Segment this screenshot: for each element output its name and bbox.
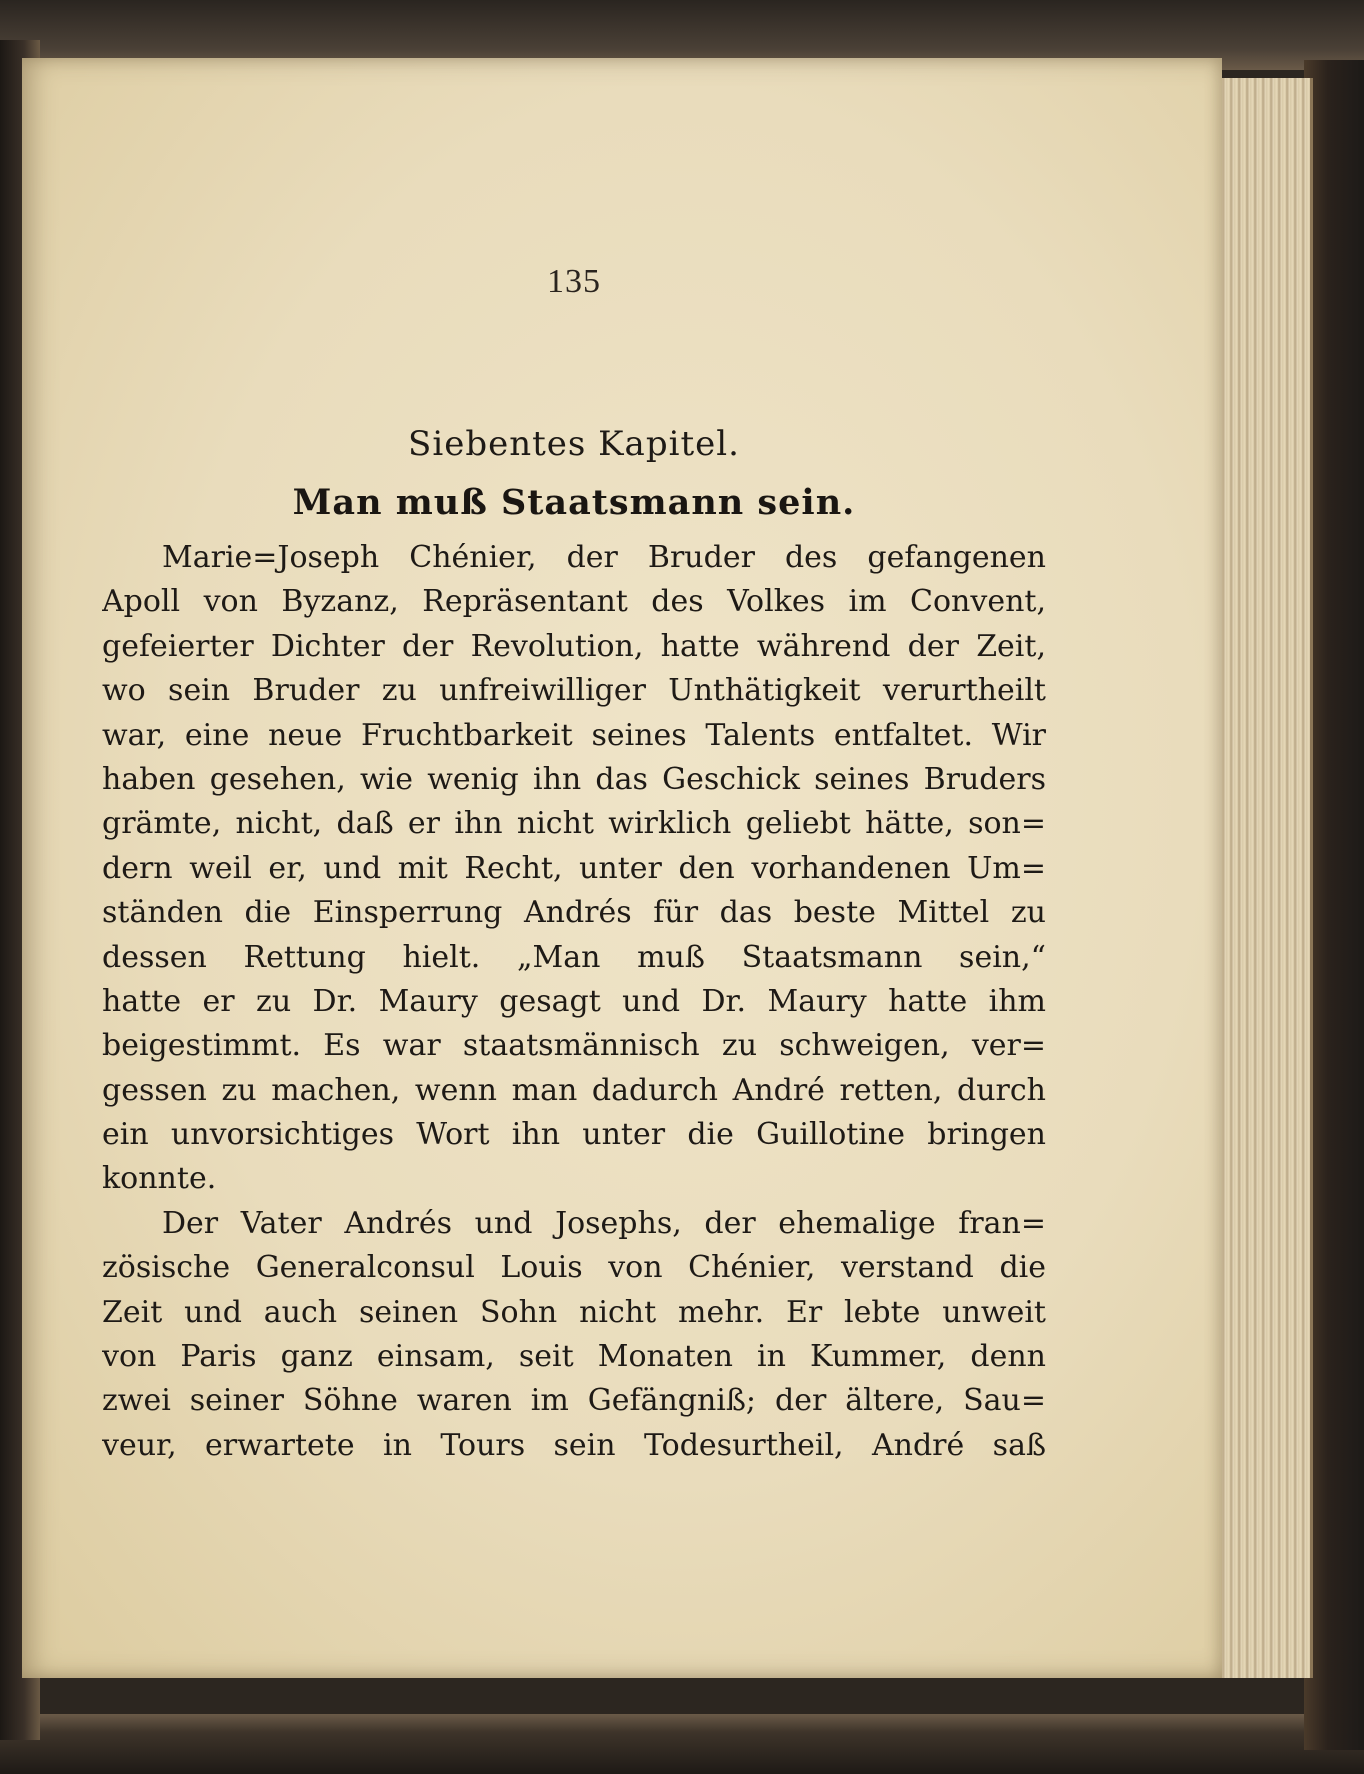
chapter-heading: Siebentes Kapitel. <box>408 424 740 464</box>
book-page <box>22 58 1222 1678</box>
text-line: ein unvorsichtiges Wort ihn unter die Guillotine bringen <box>102 1117 1046 1153</box>
text-line: ständen die Einsperrung Andrés für das beste Mittel zu <box>102 895 1046 931</box>
text-line: gessen zu machen, wenn man dadurch André retten, durch <box>102 1072 1046 1108</box>
text-line: Der Vater Andrés und Josephs, der ehemalige fran= <box>162 1205 1046 1241</box>
text-line: wo sein Bruder zu unfreiwilliger Unthätigkeit verurtheilt <box>102 673 1046 709</box>
body-text <box>102 536 1046 1468</box>
text-line: beigestimmt. Es war staatsmännisch zu schweigen, ver= <box>102 1028 1046 1064</box>
chapter-title: Man muß Staatsmann sein. <box>292 482 856 523</box>
text-line: gefeierter Dichter der Revolution, hatte während der Zeit, <box>102 628 1046 664</box>
text-line: zösische Generalconsul Louis von Chénier, verstand die <box>102 1250 1046 1286</box>
book-cover-bottom-edge <box>0 1714 1364 1774</box>
text-line: grämte, nicht, daß er ihn nicht wirklich geliebt hätte, son= <box>102 806 1046 842</box>
text-line: konnte. <box>102 1161 217 1197</box>
page-fore-edge <box>1210 78 1313 1678</box>
text-line: hatte er zu Dr. Maury gesagt und Dr. Maury hatte ihm <box>102 983 1046 1019</box>
page-content <box>102 58 1046 1678</box>
text-line: Apoll von Byzanz, Repräsentant des Volkes im Convent, <box>102 584 1046 620</box>
text-line: von Paris ganz einsam, seit Monaten in Kummer, denn <box>102 1339 1046 1375</box>
text-line: veur, erwartete in Tours sein Todesurtheil, André saß <box>102 1427 1046 1463</box>
text-line: Zeit und auch seinen Sohn nicht mehr. Er lebte unweit <box>102 1294 1046 1330</box>
text-line: war, eine neue Fruchtbarkeit seines Talents entfaltet. Wir <box>102 717 1046 753</box>
text-line: Marie=Joseph Chénier, der Bruder des gefangenen <box>162 540 1046 575</box>
book-cover-right-edge <box>1304 60 1364 1750</box>
text-line: haben gesehen, wie wenig ihn das Geschick seines Bruders <box>102 761 1046 797</box>
text-line: zwei seiner Söhne waren im Gefängniß; der ältere, Sau= <box>102 1383 1046 1419</box>
text-line: dessen Rettung hielt. „Man muß Staatsmann sein,“ <box>102 939 1046 975</box>
page-number: 135 <box>547 263 601 300</box>
text-line: dern weil er, und mit Recht, unter den vorhandenen Um= <box>102 850 1046 886</box>
